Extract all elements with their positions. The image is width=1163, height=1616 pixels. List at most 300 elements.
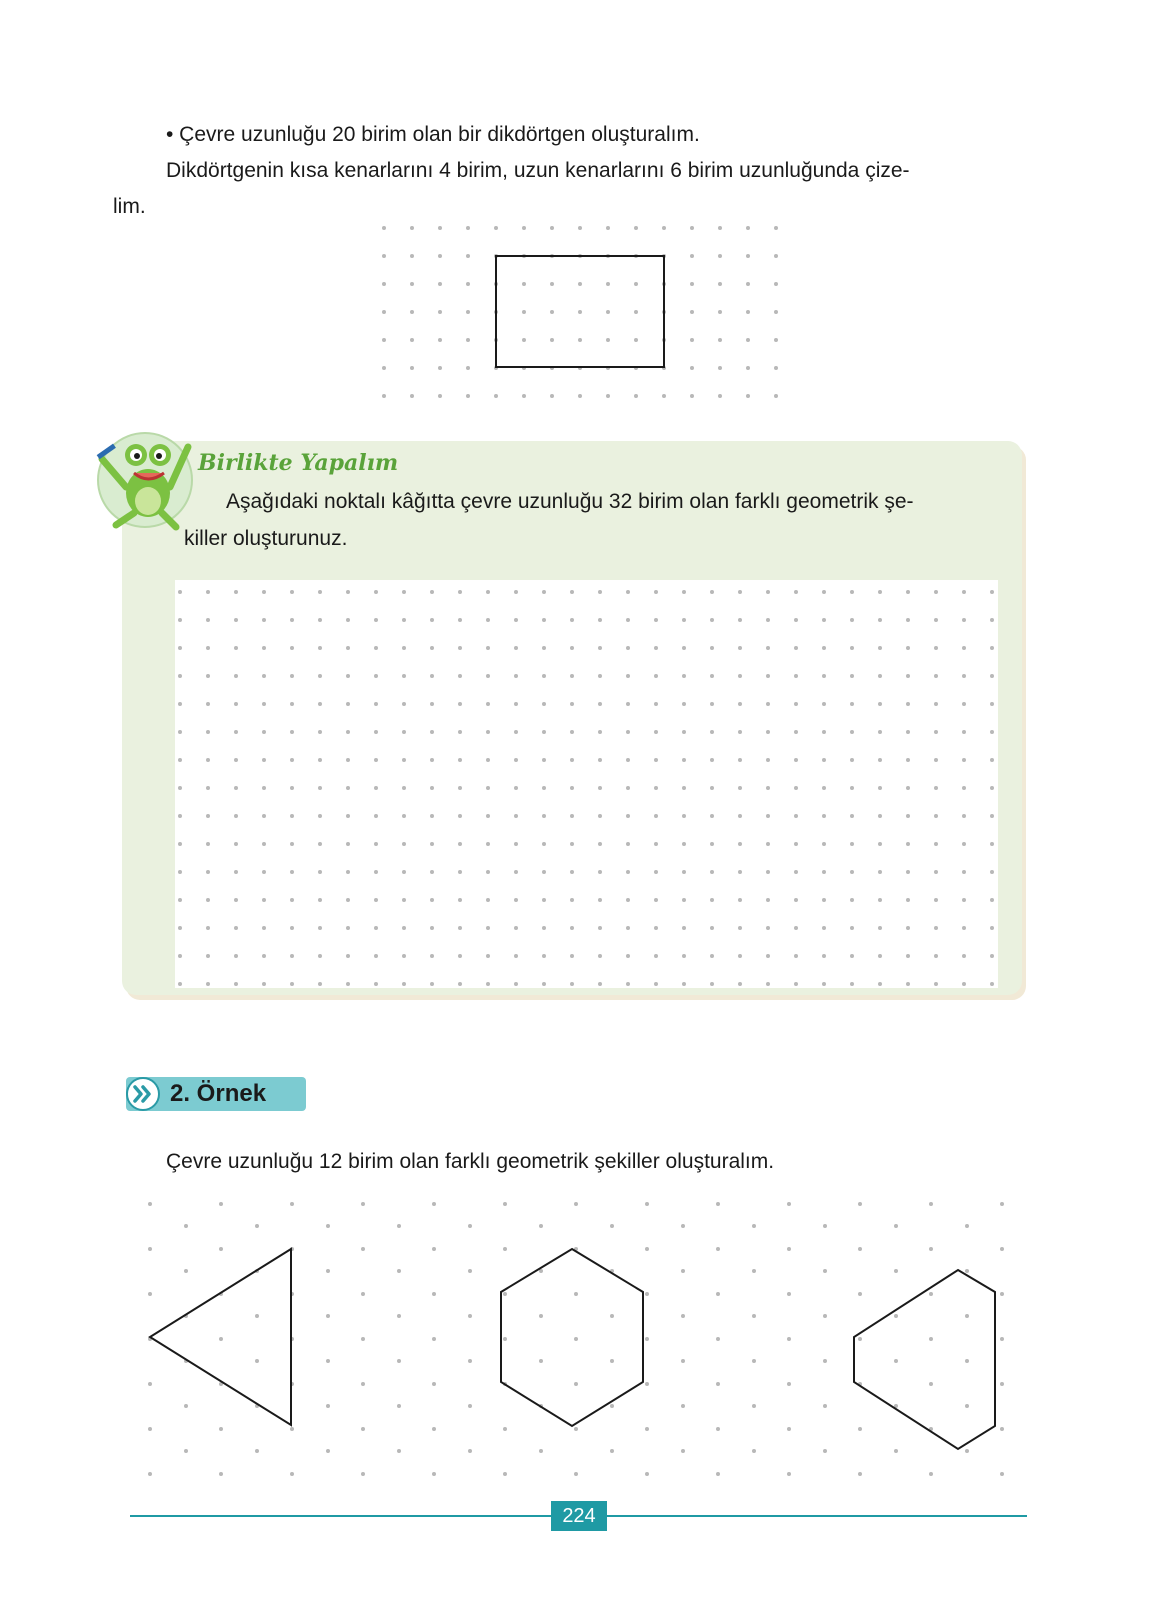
grid-dot [610, 1404, 614, 1408]
grid-dot [206, 646, 210, 650]
grid-dot [148, 1427, 152, 1431]
grid-dot [184, 1224, 188, 1228]
grid-dot [570, 730, 574, 734]
grid-dot [206, 590, 210, 594]
grid-dot [318, 590, 322, 594]
grid-dot [361, 1427, 365, 1431]
grid-dot [716, 1337, 720, 1341]
grid-dot [290, 842, 294, 846]
grid-dot [654, 590, 658, 594]
grid-dot [774, 282, 778, 286]
grid-dot [326, 1269, 330, 1273]
grid-dot [990, 786, 994, 790]
grid-dot [458, 814, 462, 818]
grid-dot [965, 1359, 969, 1363]
grid-dot [962, 646, 966, 650]
grid-dot [290, 1202, 294, 1206]
grid-dot [361, 1472, 365, 1476]
grid-dot [178, 982, 182, 986]
grid-dot [894, 1224, 898, 1228]
grid-dot [184, 1269, 188, 1273]
grid-dot [550, 310, 554, 314]
grid-dot [402, 590, 406, 594]
grid-dot [710, 674, 714, 678]
grid-dot [990, 730, 994, 734]
grid-dot [438, 338, 442, 342]
grid-dot [290, 1472, 294, 1476]
grid-dot [578, 226, 582, 230]
grid-dot [503, 1337, 507, 1341]
grid-dot [430, 702, 434, 706]
grid-dot [1000, 1202, 1004, 1206]
grid-dot [550, 394, 554, 398]
grid-dot [262, 982, 266, 986]
grid-dot [681, 1314, 685, 1318]
grid-dot [486, 870, 490, 874]
grid-dot [738, 646, 742, 650]
grid-dot [346, 590, 350, 594]
grid-dot [438, 366, 442, 370]
grid-dot [716, 1202, 720, 1206]
grid-dot [262, 842, 266, 846]
grid-dot [710, 954, 714, 958]
grid-dot [346, 786, 350, 790]
grid-dot [382, 226, 386, 230]
grid-dot [990, 870, 994, 874]
grid-dot [318, 786, 322, 790]
grid-dot [934, 982, 938, 986]
grid-dot [262, 590, 266, 594]
grid-dot [645, 1337, 649, 1341]
grid-dot [906, 618, 910, 622]
grid-dot [934, 702, 938, 706]
grid-dot [598, 954, 602, 958]
grid-dot [746, 310, 750, 314]
grid-dot [206, 926, 210, 930]
grid-dot [382, 254, 386, 258]
grid-dot [318, 730, 322, 734]
grid-dot [430, 842, 434, 846]
grid-dot [606, 338, 610, 342]
grid-dot [965, 1314, 969, 1318]
grid-dot [690, 366, 694, 370]
grid-dot [374, 758, 378, 762]
grid-dot [794, 898, 798, 902]
grid-dot [690, 338, 694, 342]
grid-dot [542, 898, 546, 902]
grid-dot [774, 226, 778, 230]
grid-dot [766, 618, 770, 622]
grid-dot [374, 926, 378, 930]
grid-dot [432, 1292, 436, 1296]
grid-dot [503, 1427, 507, 1431]
grid-dot [965, 1224, 969, 1228]
grid-dot [710, 618, 714, 622]
grid-dot [402, 982, 406, 986]
grid-dot [850, 814, 854, 818]
grid-dot [522, 394, 526, 398]
grid-dot [766, 870, 770, 874]
grid-dot [262, 814, 266, 818]
grid-dot [290, 758, 294, 762]
grid-dot [906, 730, 910, 734]
grid-dot [486, 646, 490, 650]
grid-dot [962, 702, 966, 706]
grid-dot [466, 394, 470, 398]
grid-dot [990, 954, 994, 958]
grid-dot [234, 786, 238, 790]
grid-dot [318, 926, 322, 930]
grid-dot [542, 702, 546, 706]
grid-dot [346, 842, 350, 846]
grid-dot [178, 954, 182, 958]
grid-dot [397, 1314, 401, 1318]
grid-dot [219, 1247, 223, 1251]
grid-dot [906, 842, 910, 846]
grid-dot [894, 1269, 898, 1273]
grid-dot [906, 758, 910, 762]
grid-dot [822, 758, 826, 762]
grid-dot [858, 1202, 862, 1206]
grid-dot [178, 674, 182, 678]
grid-dot [822, 702, 826, 706]
grid-dot [710, 730, 714, 734]
grid-dot [878, 674, 882, 678]
grid-dot [654, 842, 658, 846]
grid-dot [962, 870, 966, 874]
grid-dot [906, 646, 910, 650]
grid-dot [542, 618, 546, 622]
grid-dot [397, 1359, 401, 1363]
grid-dot [206, 814, 210, 818]
grid-dot [458, 982, 462, 986]
grid-dot [542, 842, 546, 846]
grid-dot [578, 394, 582, 398]
grid-dot [318, 674, 322, 678]
grid-dot [766, 814, 770, 818]
grid-dot [542, 674, 546, 678]
grid-dot [570, 926, 574, 930]
grid-dot [894, 1314, 898, 1318]
grid-dot [318, 814, 322, 818]
grid-dot [654, 982, 658, 986]
grid-dot [690, 254, 694, 258]
grid-dot [626, 954, 630, 958]
grid-dot [486, 842, 490, 846]
grid-dot [990, 590, 994, 594]
grid-dot [606, 226, 610, 230]
grid-dot [934, 898, 938, 902]
grid-dot [822, 954, 826, 958]
grid-dot [598, 786, 602, 790]
example-label: 2. Örnek [170, 1080, 267, 1107]
grid-dot [219, 1202, 223, 1206]
grid-dot [234, 870, 238, 874]
grid-dot [438, 394, 442, 398]
grid-dot [374, 730, 378, 734]
grid-dot [823, 1449, 827, 1453]
grid-dot [962, 590, 966, 594]
grid-dot [610, 1449, 614, 1453]
grid-dot [794, 758, 798, 762]
grid-dot [990, 898, 994, 902]
grid-dot [766, 674, 770, 678]
pentagon-shape [854, 1270, 995, 1449]
grid-dot [682, 758, 686, 762]
grid-dot [346, 758, 350, 762]
grid-dot [486, 730, 490, 734]
grid-dot [682, 674, 686, 678]
grid-dot [654, 674, 658, 678]
grid-dot [766, 786, 770, 790]
grid-dot [346, 814, 350, 818]
grid-dot [822, 982, 826, 986]
grid-dot [382, 394, 386, 398]
grid-dot [822, 842, 826, 846]
grid-dot [738, 674, 742, 678]
grid-dot [626, 618, 630, 622]
grid-dot [361, 1292, 365, 1296]
grid-dot [514, 842, 518, 846]
grid-dot [374, 674, 378, 678]
grid-dot [906, 982, 910, 986]
grid-dot [878, 870, 882, 874]
grid-dot [542, 870, 546, 874]
grid-dot [438, 226, 442, 230]
grid-dot [262, 954, 266, 958]
grid-dot [346, 730, 350, 734]
grid-dot [290, 898, 294, 902]
grid-dot [574, 1472, 578, 1476]
grid-dot [1000, 1427, 1004, 1431]
grid-dot [906, 954, 910, 958]
grid-dot [990, 926, 994, 930]
grid-dot [626, 730, 630, 734]
grid-dot [710, 786, 714, 790]
grid-dot [184, 1449, 188, 1453]
grid-dot [290, 590, 294, 594]
grid-dot [402, 926, 406, 930]
grid-dot [402, 814, 406, 818]
grid-dot [787, 1382, 791, 1386]
grid-dot [774, 394, 778, 398]
intro-line-2: Dikdörtgenin kısa kenarlarını 4 birim, uzun kenarlarını 6 birim uzunluğunda çize- [166, 159, 910, 182]
grid-dot [542, 926, 546, 930]
grid-dot [430, 954, 434, 958]
grid-dot [402, 674, 406, 678]
grid-dot [598, 758, 602, 762]
grid-dot [326, 1449, 330, 1453]
grid-dot [522, 282, 526, 286]
grid-dot [654, 702, 658, 706]
grid-dot [290, 702, 294, 706]
grid-dot [794, 646, 798, 650]
grid-dot [410, 366, 414, 370]
grid-dot [794, 674, 798, 678]
grid-dot [718, 338, 722, 342]
grid-dot [738, 954, 742, 958]
grid-dot [458, 786, 462, 790]
grid-dot [178, 646, 182, 650]
grid-dot [503, 1202, 507, 1206]
grid-dot [397, 1449, 401, 1453]
grid-dot [374, 814, 378, 818]
grid-dot [858, 1337, 862, 1341]
grid-dot [690, 310, 694, 314]
grid-dot [410, 310, 414, 314]
grid-dot [682, 842, 686, 846]
grid-dot [430, 898, 434, 902]
grid-dot [934, 926, 938, 930]
grid-dot [234, 646, 238, 650]
grid-dot [766, 730, 770, 734]
grid-dot [822, 814, 826, 818]
grid-dot [382, 338, 386, 342]
grid-dot [682, 590, 686, 594]
grid-dot [402, 646, 406, 650]
grid-dot [752, 1269, 756, 1273]
grid-dot [318, 646, 322, 650]
grid-dot [858, 1472, 862, 1476]
grid-dot [710, 982, 714, 986]
grid-dot [766, 842, 770, 846]
grid-dot [219, 1337, 223, 1341]
grid-dot [290, 1427, 294, 1431]
grid-dot [929, 1337, 933, 1341]
grid-dot [318, 982, 322, 986]
grid-dot [148, 1472, 152, 1476]
grid-dot [934, 842, 938, 846]
grid-dot [503, 1472, 507, 1476]
grid-dot [206, 870, 210, 874]
grid-dot [410, 226, 414, 230]
grid-dot [822, 646, 826, 650]
grid-dot [290, 954, 294, 958]
grid-dot [514, 590, 518, 594]
grid-dot [716, 1382, 720, 1386]
grid-dot [255, 1224, 259, 1228]
grid-dot [710, 898, 714, 902]
activity-line-2: killer oluşturunuz. [184, 527, 348, 550]
grid-dot [468, 1314, 472, 1318]
grid-dot [542, 786, 546, 790]
grid-dot [610, 1224, 614, 1228]
grid-dot [148, 1247, 152, 1251]
grid-dot [645, 1382, 649, 1386]
grid-dot [570, 758, 574, 762]
grid-dot [346, 618, 350, 622]
grid-dot [410, 254, 414, 258]
grid-dot [458, 590, 462, 594]
grid-dot [318, 954, 322, 958]
grid-dot [539, 1224, 543, 1228]
grid-dot [570, 982, 574, 986]
grid-dot [878, 898, 882, 902]
grid-dot [290, 618, 294, 622]
grid-dot [486, 814, 490, 818]
grid-dot [290, 786, 294, 790]
page-number: 224 [551, 1501, 607, 1531]
grid-dot [361, 1382, 365, 1386]
grid-dot [681, 1359, 685, 1363]
grid-dot [206, 842, 210, 846]
grid-dot [929, 1247, 933, 1251]
grid-dot [654, 870, 658, 874]
grid-dot [934, 730, 938, 734]
grid-dot [402, 842, 406, 846]
grid-dot [929, 1202, 933, 1206]
grid-dot [402, 730, 406, 734]
grid-dot [794, 590, 798, 594]
grid-dot [402, 898, 406, 902]
grid-dot [570, 870, 574, 874]
grid-dot [430, 590, 434, 594]
grid-dot [654, 954, 658, 958]
grid-dot [290, 814, 294, 818]
grid-dot [746, 366, 750, 370]
grid-dot [962, 786, 966, 790]
grid-dot [458, 730, 462, 734]
grid-dot [178, 842, 182, 846]
grid-dot [486, 898, 490, 902]
grid-dot [962, 982, 966, 986]
grid-dot [402, 786, 406, 790]
grid-dot [234, 982, 238, 986]
grid-dot [710, 814, 714, 818]
grid-dot [710, 590, 714, 594]
grid-dot [514, 646, 518, 650]
grid-dot [346, 674, 350, 678]
grid-dot [822, 926, 826, 930]
grid-dot [822, 730, 826, 734]
grid-dot [681, 1224, 685, 1228]
grid-dot [522, 226, 526, 230]
grid-dot [738, 590, 742, 594]
grid-dot [402, 618, 406, 622]
grid-dot [410, 338, 414, 342]
grid-dot [878, 702, 882, 706]
grid-dot [178, 618, 182, 622]
grid-dot [468, 1449, 472, 1453]
grid-dot [262, 618, 266, 622]
triangle-shape [150, 1249, 291, 1425]
grid-dot [654, 730, 658, 734]
grid-dot [682, 786, 686, 790]
grid-dot [906, 814, 910, 818]
grid-dot [878, 730, 882, 734]
grid-dot [794, 982, 798, 986]
grid-dot [542, 730, 546, 734]
grid-dot [430, 646, 434, 650]
grid-dot [514, 954, 518, 958]
grid-dot [598, 814, 602, 818]
grid-dot [894, 1359, 898, 1363]
grid-dot [318, 898, 322, 902]
grid-dot [822, 870, 826, 874]
grid-dot [716, 1292, 720, 1296]
grid-dot [374, 870, 378, 874]
grid-dot [486, 926, 490, 930]
grid-dot [184, 1404, 188, 1408]
grid-dot [290, 870, 294, 874]
grid-dot [598, 898, 602, 902]
grid-dot [823, 1314, 827, 1318]
grid-dot [962, 814, 966, 818]
grid-dot [850, 870, 854, 874]
grid-dot [645, 1472, 649, 1476]
grid-dot [514, 758, 518, 762]
grid-dot [746, 254, 750, 258]
